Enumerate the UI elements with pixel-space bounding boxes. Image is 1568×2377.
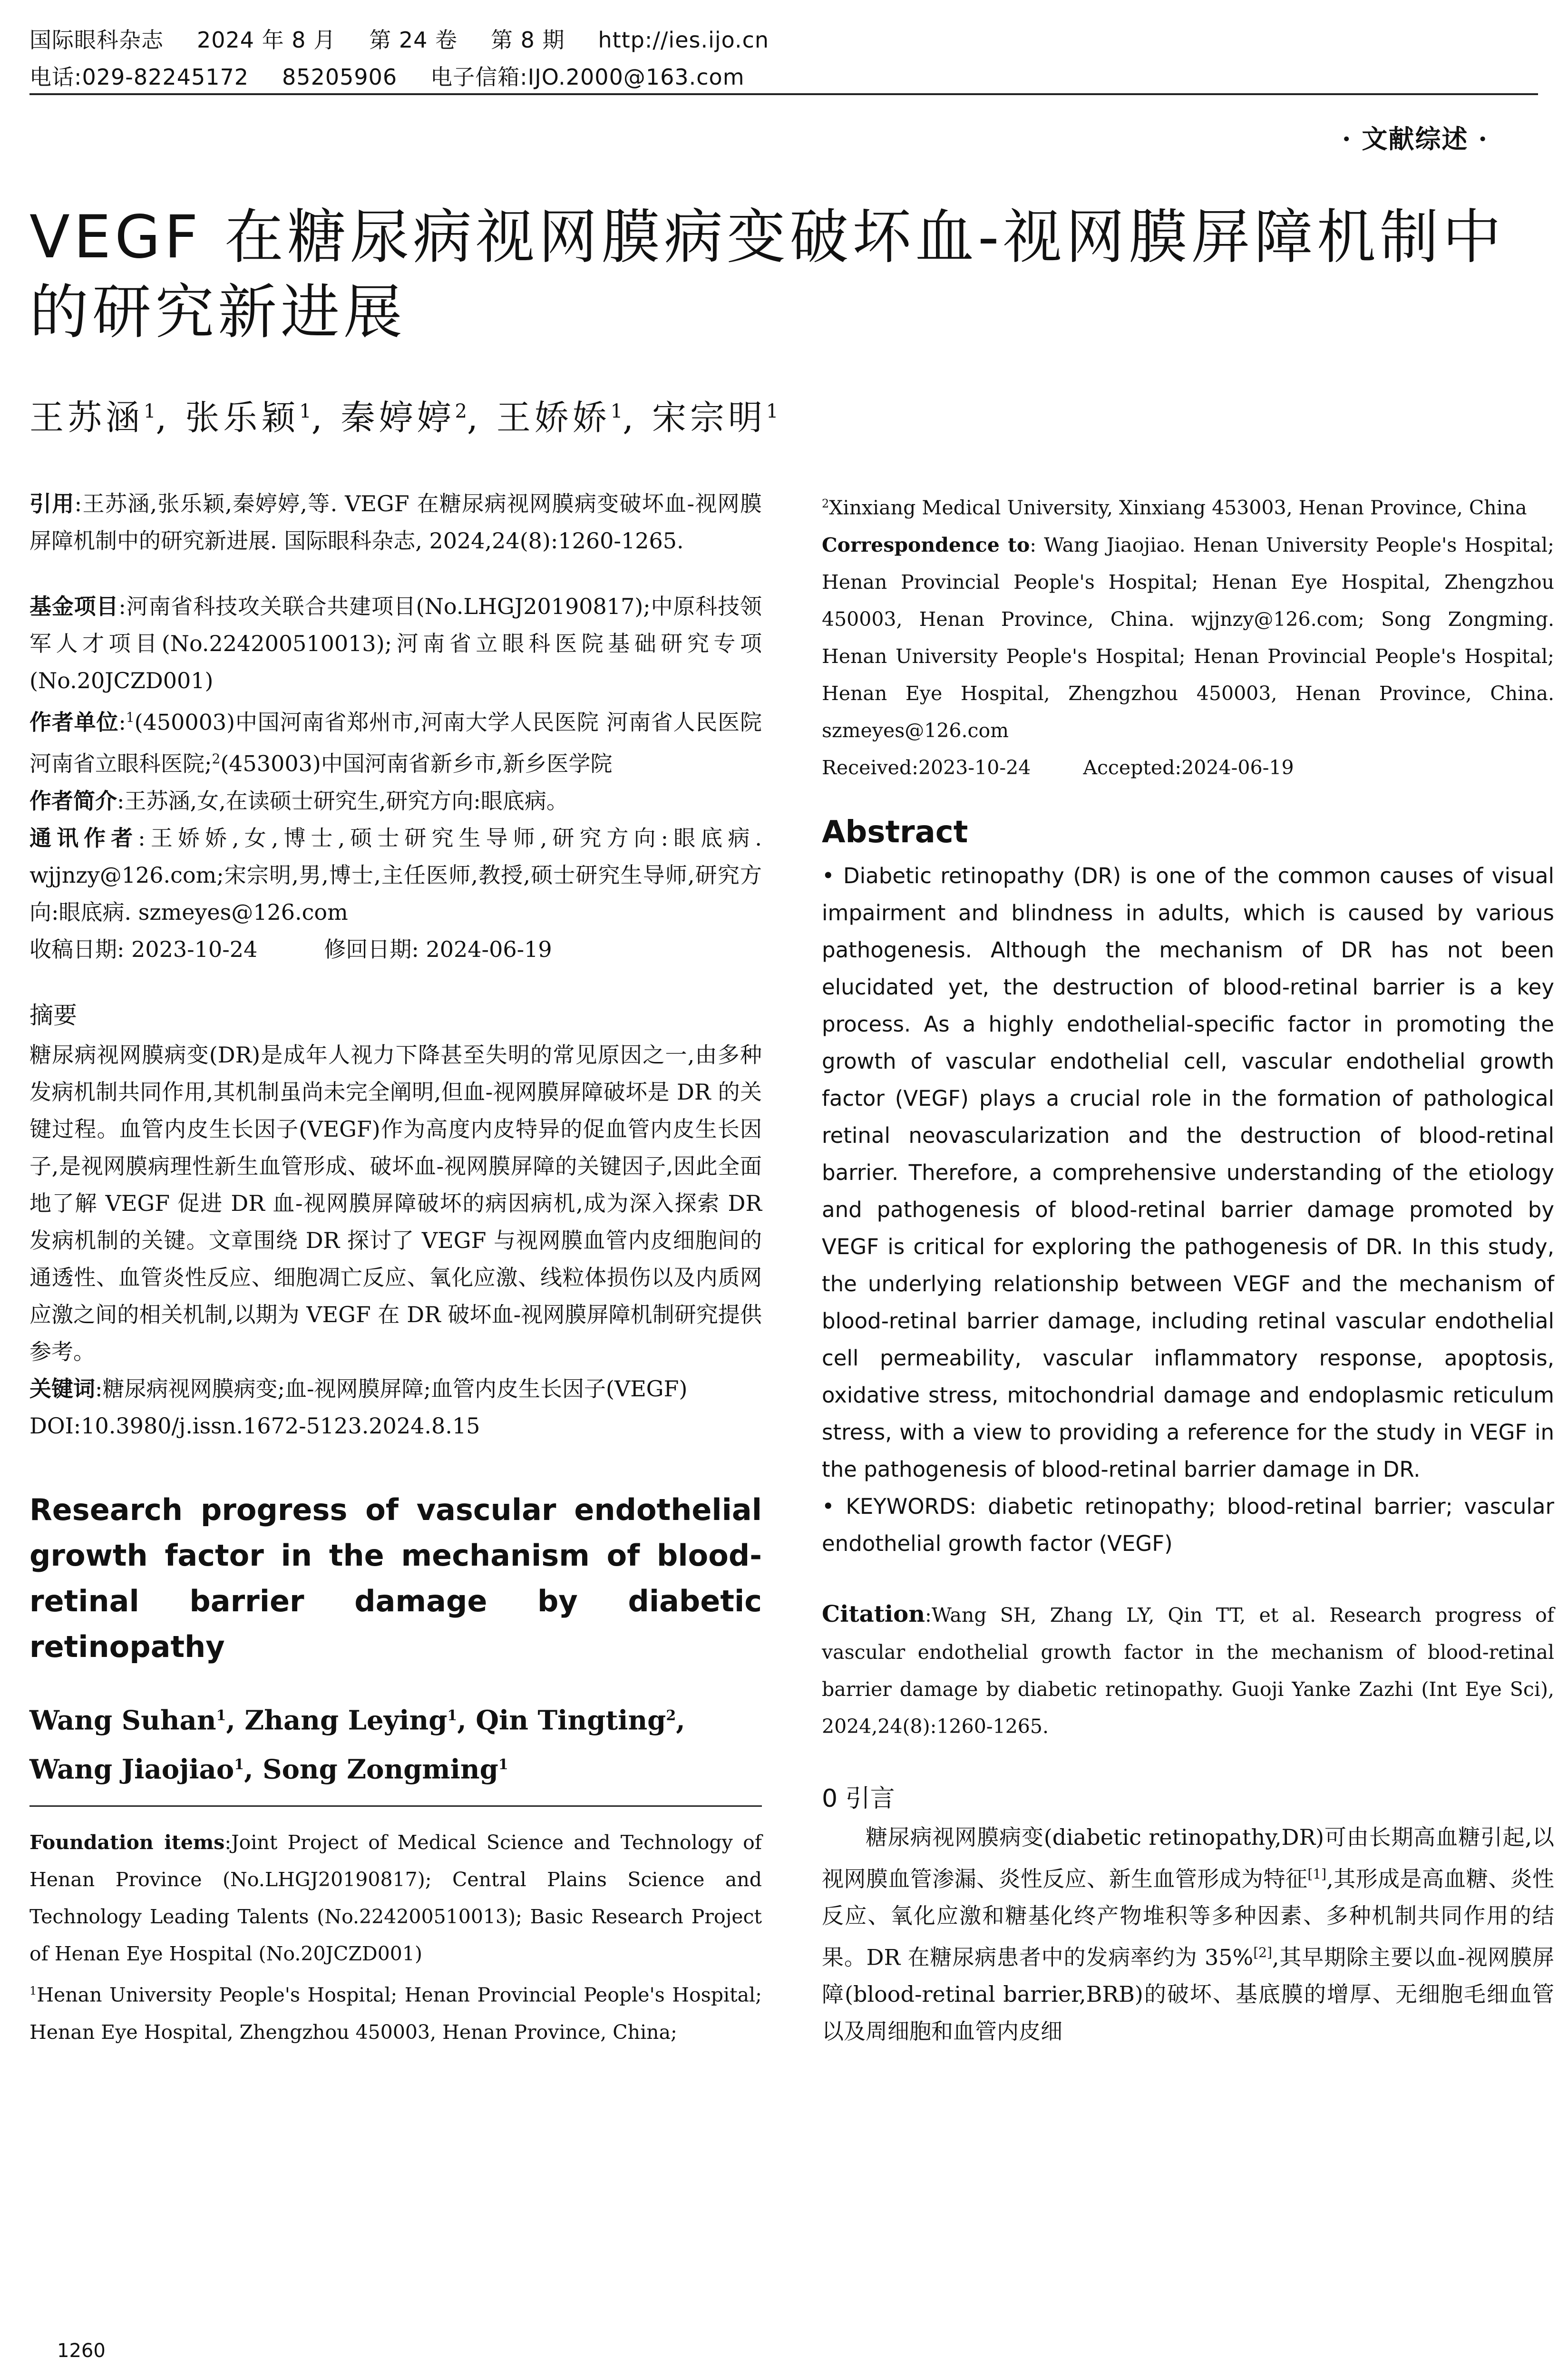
english-title: Research progress of vascular endothelial growth factor in the mechanism of blood-retinal barrier damage by diabetic retinopathy	[29, 1492, 762, 1664]
correspondence-en: Correspondence to: Wang Jiaojiao. Henan University People's Hospital; Henan Provincial People's Hospital; Henan Eye Hospital, Zhengzhou 450003, Henan Province, China. wjjnzy@126.com; Song Zongming. Henan University People's Hospital; Henan Provincial People's Hospital; Henan Eye Hospital, Zhengzhou 450003, Henan Province, China. szmeyes@126.com	[822, 533, 1554, 742]
header-rule	[29, 93, 1538, 95]
article-title: VEGF 在糖尿病视网膜病变破坏血-视网膜屏障机制中的研究新进展	[29, 203, 1505, 347]
authors-cn: 王苏涵$^1$, 张乐颖$^1$, 秦婷婷$^2$, 王娇娇$^1$, 宋宗明$^1$	[29, 398, 779, 438]
affiliation-cn: 作者单位:$^1$(450003)中国河南省郑州市,河南大学人民医院 河南省人民医院 河南省立眼科医院;$^2$(453003)中国河南省新乡市,新乡医学院	[29, 709, 762, 777]
keywords-en: • KEYWORDS: diabetic retinopathy; blood-retinal barrier; vascular endothelial growth factor (VEGF)	[822, 1493, 1554, 1556]
issue: 第 8 期	[490, 27, 565, 53]
author: 王苏涵	[29, 398, 144, 438]
keywords-cn: 关键词:糖尿病视网膜病变;血-视网膜屏障;血管内皮生长因子(VEGF)	[29, 1375, 688, 1402]
foundation-en: Foundation items:Joint Project of Medical Science and Technology of Henan Province (No.LHGJ20190817); Central Plains Science and Technology Leading Talents (No.224200510013); Basic Research Project of Henan Eye Hospital (No.20JCZD001)	[29, 1831, 762, 1965]
journal-header-line-1	[29, 23, 802, 54]
intro-heading: 0 引言	[822, 1784, 895, 1813]
correspondence-cn: 通讯作者:王娇娇,女,博士,硕士研究生导师,研究方向:眼底病. wjjnzy@126.com;宋宗明,男,博士,主任医师,教授,硕士研究生导师,研究方向:眼底病. szmeyes@126.com	[29, 825, 762, 925]
journal-header-line-2	[29, 60, 778, 91]
affiliation-en-1: $^1$Henan University People's Hospital; Henan Provincial People's Hospital; Henan Eye Hospital, Zhengzhou 450003, Henan Province, China;	[29, 1983, 762, 2044]
citation-cn: 引用:王苏涵,张乐颖,秦婷婷,等. VEGF 在糖尿病视网膜病变破坏血-视网膜屏障机制中的研究新进展. 国际眼科杂志, 2024,24(8):1260-1265.	[29, 491, 762, 554]
right-column	[822, 485, 1554, 2050]
journal-url[interactable]: http://ies.ijo.cn	[598, 27, 769, 53]
phone: 电话:029-82245172	[29, 64, 249, 90]
citation-en: Citation:Wang SH, Zhang LY, Qin TT, et al. Research progress of vascular endothelial growth factor in the mechanism of blood-retinal barrier damage by diabetic retinopathy. Guoji Yanke Zazhi (Int Eye Sci), 2024,24(8):1260-1265.	[822, 1600, 1554, 1738]
author: 秦婷婷	[341, 398, 455, 438]
abstract-heading: Abstract	[822, 814, 968, 850]
fund-info: 基金项目:河南省科技攻关联合共建项目(No.LHGJ20190817);中原科技领军人才项目(No.224200510013);河南省立眼科医院基础研究专项(No.20JCZD001)	[29, 594, 762, 693]
abstract-cn: 糖尿病视网膜病变(DR)是成年人视力下降甚至失明的常见原因之一,由多种发病机制共同作用,其机制虽尚未完全阐明,但血-视网膜屏障破坏是 DR 的关键过程。血管内皮生长因子(VEGF)作为高度内皮特异的促血管内皮生长因子,是视网膜病理性新生血管形成、破坏血-视网膜屏障的关键因子,因此全面地了解 VEGF 促进 DR 血-视网膜屏障破坏的病因病机,成为深入探索 DR 发病机制的关键。文章围绕 DR 探讨了 VEGF 与视网膜血管内皮细胞间的通透性、血管炎性反应、细胞凋亡反应、氧化应激、线粒体损伤以及内质网应激之间的相关机制,以期为 VEGF 在 DR 破坏血-视网膜屏障机制研究提供参考。	[29, 1042, 762, 1364]
abstract-cn-heading: 摘要	[29, 1001, 77, 1029]
author: 王娇娇	[496, 398, 611, 438]
issue-date: 2024 年 8 月	[197, 27, 336, 53]
divider	[29, 1805, 762, 1807]
journal-name: 国际眼科杂志	[29, 27, 164, 53]
intro-text: 糖尿病视网膜病变(diabetic retinopathy,DR)可由长期高血糖引起,以视网膜血管渗漏、炎性反应、新生血管形成为特征[1],其形成是高血糖、炎性反应、氧化应激和糖基化终产物堆积等多种因素、多种机制共同作用的结果。DR 在糖尿病患者中的发病率约为 35%[2],其早期除主要以血-视网膜屏障(blood-retinal barrier,BRB)的破坏、基底膜的增厚、无细胞毛细血管以及周细胞和血管内皮细	[822, 1824, 1554, 2045]
abstract-en: • Diabetic retinopathy (DR) is one of the common causes of visual impairment and blindness in adults, which is caused by various pathogenesis. Although the mechanism of DR has not been elucidated yet, the destruction of blood-retinal barrier is a key process. As a highly endothelial-specific factor in promoting the growth of vascular endothelial cell, vascular endothelial growth factor (VEGF) plays a crucial role in the formation of pathological retinal neovascularization and the destruction of blood-retinal barrier. Therefore, a comprehensive understanding of the etiology and pathogenesis of blood-retinal barrier damage promoted by VEGF is critical for exploring the pathogenesis of DR. In this study, the underlying relationship between VEGF and the mechanism of blood-retinal barrier damage, including retinal vascular endothelial cell permeability, vascular inflammatory response, apoptosis, oxidative stress, mitochondrial damage and endoplasmic reticulum stress, with a view to providing a reference for the study in VEGF in the pathogenesis of blood-retinal barrier damage in DR.	[822, 863, 1554, 1482]
author: 宋宗明	[652, 398, 767, 438]
journal-email[interactable]: 电子信箱:IJO.2000@163.com	[430, 64, 745, 90]
doi[interactable]: DOI:10.3980/j.issn.1672-5123.2024.8.15	[29, 1413, 480, 1439]
phone-2: 85205906	[282, 64, 398, 90]
left-column	[29, 485, 762, 2051]
page-number: 1260	[57, 2340, 106, 2362]
section-tag: · 文献综述 ·	[1342, 124, 1488, 154]
author: 张乐颖	[185, 398, 300, 438]
author-bio: 作者简介:王苏涵,女,在读硕士研究生,研究方向:眼底病。	[29, 788, 568, 814]
affiliation-en-2: $^2$Xinxiang Medical University, Xinxiang 453003, Henan Province, China	[822, 496, 1527, 519]
authors-en: Wang Suhan$^1$, Zhang Leying$^1$, Qin Tingting$^2$, Wang Jiaojiao$^1$, Song Zongming$^1$	[29, 1705, 685, 1785]
dates-en: Received:2023-10-24 Accepted:2024-06-19	[822, 756, 1294, 779]
volume: 第 24 卷	[369, 27, 458, 53]
dates-cn: 收稿日期: 2023-10-24 修回日期: 2024-06-19	[29, 936, 552, 962]
